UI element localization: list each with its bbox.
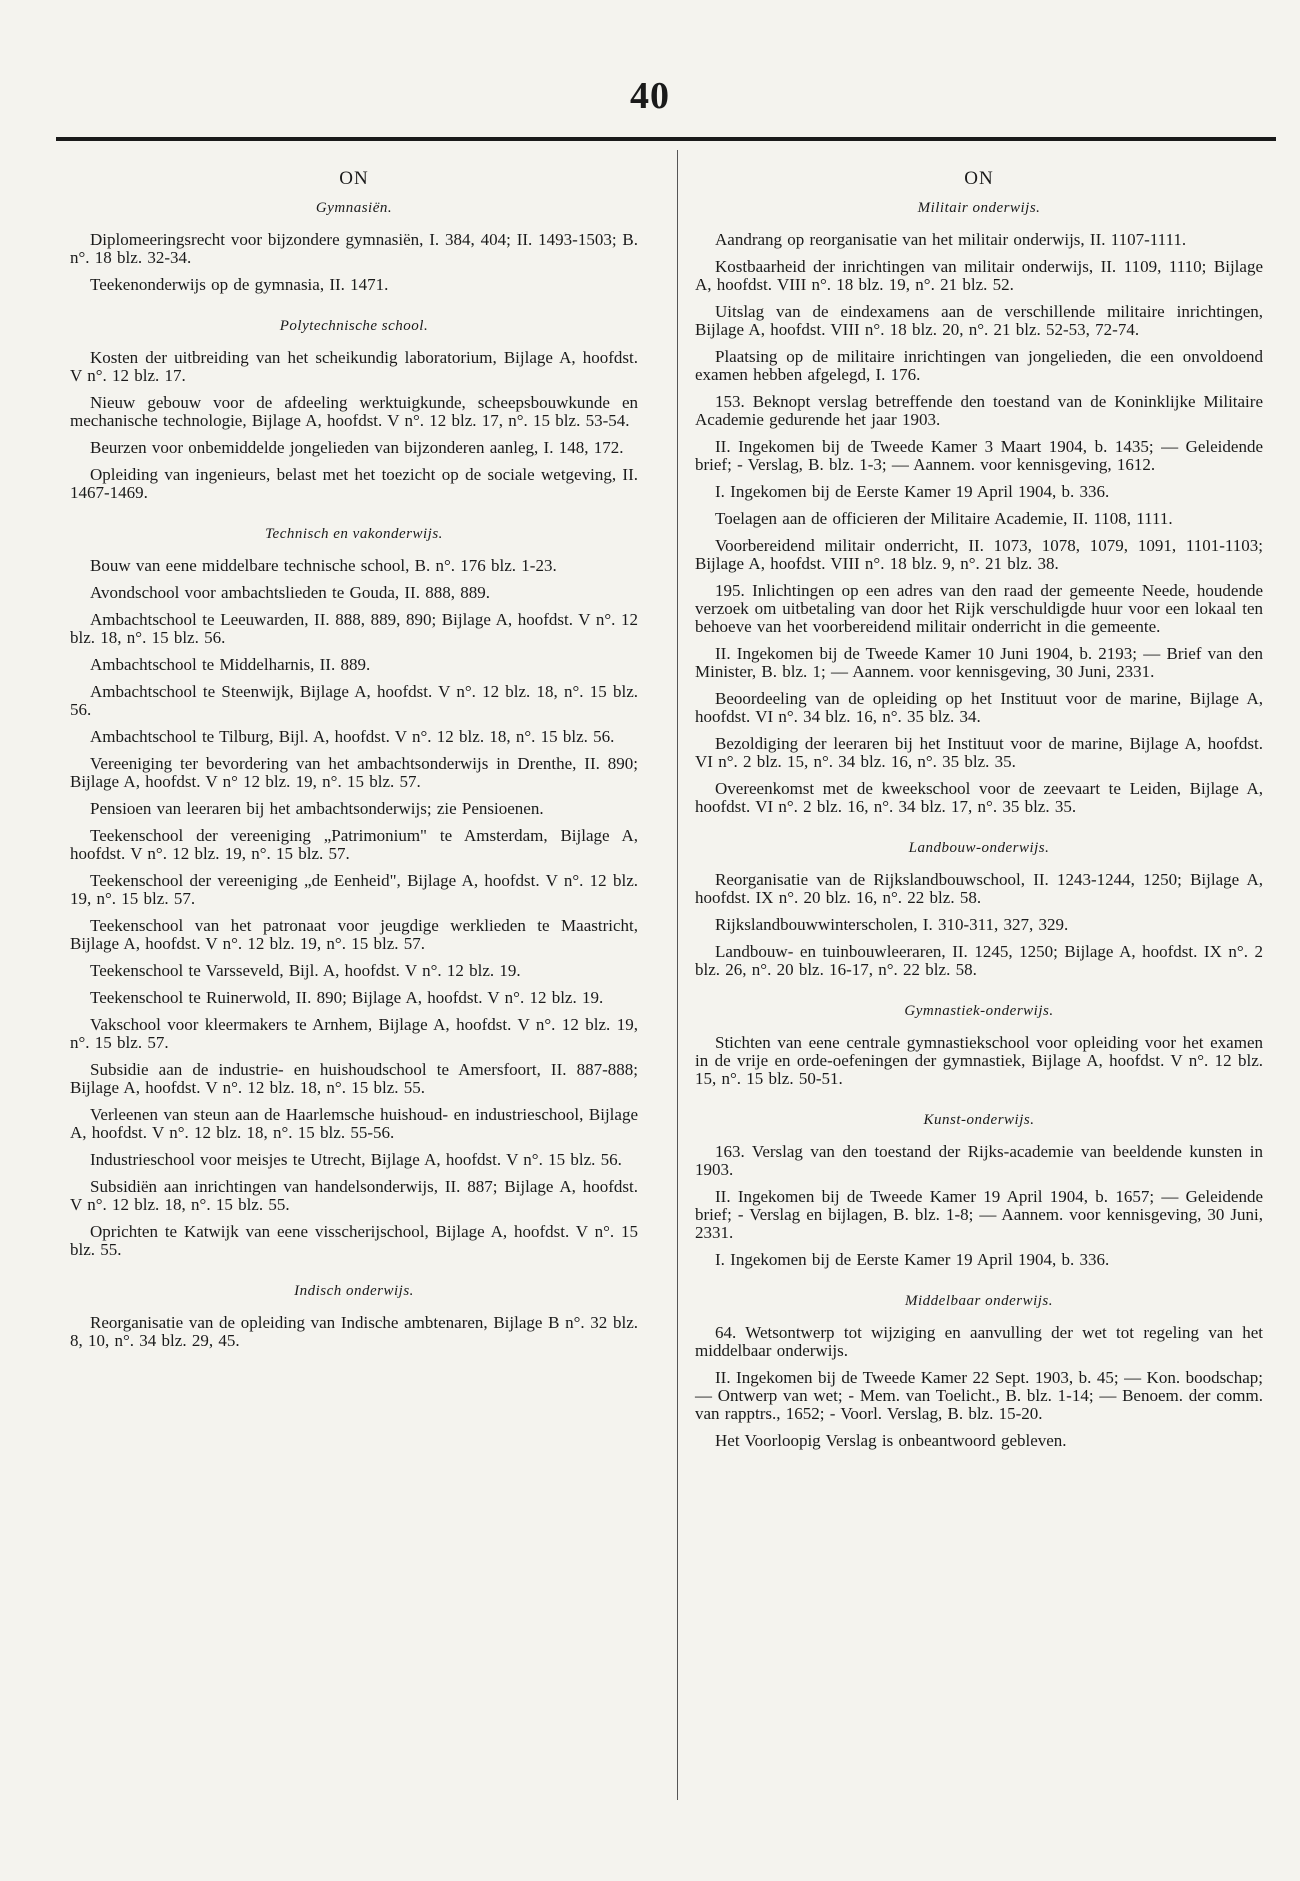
index-entry: II. Ingekomen bij de Tweede Kamer 3 Maart 1904, b. 1435; — Geleidende brief; - Verslag, B. blz. 1-3; — Aannem. voor kennisgeving, 1612. [695,437,1263,474]
column-header: ON [339,168,369,189]
index-entry: II. Ingekomen bij de Tweede Kamer 22 Sept. 1903, b. 45; — Kon. boodschap; — Ontwerp van wet; - Mem. van Toelicht., B. blz. 1-14; — Benoem. der comm. van rapptrs., 1652; - Voorl. Verslag, B. blz. 15-20. [695,1368,1263,1423]
index-entry: Teekenschool van het patronaat voor jeugdige werklieden te Maastricht, Bijlage A, hoofdst. V n°. 12 blz. 19, n°. 15 blz. 57. [70,916,638,953]
right-sections [695,200,1263,1450]
index-entry: I. Ingekomen bij de Eerste Kamer 19 April 1904, b. 336. [715,1250,1110,1269]
section-title: Technisch en vakonderwijs. [265,526,443,542]
index-entry: Teekenschool der vereeniging „Patrimonium" te Amsterdam, Bijlage A, hoofdst. V n°. 12 blz. 19, n°. 15 blz. 57. [70,826,638,863]
index-entry: Vakschool voor kleermakers te Arnhem, Bijlage A, hoofdst. V n°. 12 blz. 19, n°. 15 blz. 57. [70,1015,638,1052]
index-entry: Oprichten te Katwijk van eene visscherijschool, Bijlage A, hoofdst. V n°. 15 blz. 55. [70,1222,638,1259]
index-entry: 163. Verslag van den toestand der Rijks-academie van beeldende kunsten in 1903. [695,1142,1263,1179]
index-entry: Plaatsing op de militaire inrichtingen van jongelieden, die een onvoldoend examen hebben afgelegd, I. 176. [695,347,1263,384]
left-sections [70,200,638,1350]
index-entry: Beurzen voor onbemiddelde jongelieden van bijzonderen aanleg, I. 148, 172. [90,438,624,457]
index-entry: Beoordeeling van de opleiding op het Instituut voor de marine, Bijlage A, hoofdst. VI n°. 34 blz. 16, n°. 35 blz. 34. [695,689,1263,726]
index-entry: Reorganisatie van de Rijkslandbouwschool, II. 1243-1244, 1250; Bijlage A, hoofdst. IX n°. 20 blz. 16, n°. 22 blz. 58. [695,870,1263,907]
index-entry: Teekenschool te Varsseveld, Bijl. A, hoofdst. V n°. 12 blz. 19. [90,961,521,980]
index-entry: Kosten der uitbreiding van het scheikundig laboratorium, Bijlage A, hoofdst. V n°. 12 blz. 17. [70,348,638,385]
index-entry: Voorbereidend militair onderricht, II. 1073, 1078, 1079, 1091, 1101-1103; Bijlage A, hoofdst. VIII n°. 18 blz. 9, n°. 21 blz. 38. [695,536,1263,573]
section-title: Polytechnische school. [279,318,429,334]
index-entry: Overeenkomst met de kweekschool voor de zeevaart te Leiden, Bijlage A, hoofdst. VI n°. 2 blz. 16, n°. 34 blz. 17, n°. 35 blz. 35. [695,779,1263,816]
left-column [70,150,638,1359]
index-entry: 195. Inlichtingen op een adres van den raad der gemeente Neede, houdende verzoek om uitbetaling van door het Rijk verschuldigde huur voor een lokaal ten behoeve van het voorbereidend militair onderricht in die gemeente. [695,581,1263,636]
header-rule [56,137,1276,141]
index-entry: Diplomeeringsrecht voor bijzondere gymnasiën, I. 384, 404; II. 1493-1503; B. n°. 18 blz. 32-34. [70,230,638,267]
section-title: Middelbaar onderwijs. [905,1293,1053,1309]
index-entry: Pensioen van leeraren bij het ambachtsonderwijs; zie Pensioenen. [90,799,544,818]
index-entry: 153. Beknopt verslag betreffende den toestand van de Koninklijke Militaire Academie gedurende het jaar 1903. [695,392,1263,429]
index-entry: Stichten van eene centrale gymnastiekschool voor opleiding voor het examen in de vrije en orde-oefeningen der gymnastiek, Bijlage A, hoofdst. V n°. 12 blz. 15, n°. 15 blz. 50-51. [695,1033,1263,1088]
index-entry: Kostbaarheid der inrichtingen van militair onderwijs, II. 1109, 1110; Bijlage A, hoofdst. VIII n°. 18 blz. 19, n°. 21 blz. 52. [695,257,1263,294]
index-entry: II. Ingekomen bij de Tweede Kamer 19 April 1904, b. 1657; — Geleidende brief; - Verslag en bijlagen, B. blz. 1-8; — Aannem. voor kennisgeving, 30 Juni, 2331. [695,1187,1263,1242]
right-column [695,150,1263,1459]
index-entry: II. Ingekomen bij de Tweede Kamer 10 Juni 1904, b. 2193; — Brief van den Minister, B. blz. 1; — Aannem. voor kennisgeving, 30 Juni, 2331. [695,644,1263,681]
section-title: Gymnasiën. [315,200,393,216]
index-entry: Opleiding van ingenieurs, belast met het toezicht op de sociale wetgeving, II. 1467-1469. [70,465,638,502]
index-entry: Subsidiën aan inrichtingen van handelsonderwijs, II. 887; Bijlage A, hoofdst. V n°. 12 blz. 18, n°. 15 blz. 55. [70,1177,638,1214]
index-entry: Ambachtschool te Middelharnis, II. 889. [90,655,371,674]
index-entry: I. Ingekomen bij de Eerste Kamer 19 April 1904, b. 336. [715,482,1110,501]
index-entry: Nieuw gebouw voor de afdeeling werktuigkunde, scheepsbouwkunde en mechanische technologie, Bijlage A, hoofdst. V n°. 12 blz. 17, n°. 15 blz. 53-54. [70,393,638,430]
column-header: ON [964,168,994,189]
section-title: Indisch onderwijs. [294,1283,414,1299]
index-entry: Reorganisatie van de opleiding van Indische ambtenaren, Bijlage B n°. 32 blz. 8, 10, n°. 34 blz. 29, 45. [70,1313,638,1350]
index-entry: Bouw van eene middelbare technische school, B. n°. 176 blz. 1-23. [90,556,557,575]
index-entry: Het Voorloopig Verslag is onbeantwoord gebleven. [715,1431,1067,1450]
index-entry: Industrieschool voor meisjes te Utrecht, Bijlage A, hoofdst. V n°. 15 blz. 56. [90,1150,622,1169]
index-entry: Uitslag van de eindexamens aan de verschillende militaire inrichtingen, Bijlage A, hoofdst. VIII n°. 18 blz. 20, n°. 21 blz. 52-53, 72-74. [695,302,1263,339]
section-title: Kunst-onderwijs. [923,1112,1035,1128]
column-divider [677,150,678,1800]
index-entry: 64. Wetsontwerp tot wijziging en aanvulling der wet tot regeling van het middelbaar onderwijs. [695,1323,1263,1360]
index-entry: Ambachtschool te Leeuwarden, II. 888, 889, 890; Bijlage A, hoofdst. V n°. 12 blz. 18, n°. 15 blz. 56. [70,610,638,647]
index-entry: Aandrang op reorganisatie van het militair onderwijs, II. 1107-1111. [715,230,1187,249]
section-title: Militair onderwijs. [917,200,1041,216]
index-entry: Teekenschool der vereeniging „de Eenheid", Bijlage A, hoofdst. V n°. 12 blz. 19, n°. 15 blz. 57. [70,871,638,908]
index-entry: Vereeniging ter bevordering van het ambachtsonderwijs in Drenthe, II. 890; Bijlage A, hoofdst. V n° 12 blz. 19, n°. 15 blz. 57. [70,754,638,791]
section-title: Gymnastiek-onderwijs. [904,1003,1054,1019]
index-entry: Ambachtschool te Tilburg, Bijl. A, hoofdst. V n°. 12 blz. 18, n°. 15 blz. 56. [90,727,615,746]
index-entry: Avondschool voor ambachtslieden te Gouda, II. 888, 889. [90,583,490,602]
page-number: 40 [630,75,670,117]
index-entry: Toelagen aan de officieren der Militaire Academie, II. 1108, 1111. [715,509,1173,528]
index-entry: Teekenschool te Ruinerwold, II. 890; Bijlage A, hoofdst. V n°. 12 blz. 19. [90,988,604,1007]
section-title: Landbouw-onderwijs. [908,840,1050,856]
index-entry: Landbouw- en tuinbouwleeraren, II. 1245, 1250; Bijlage A, hoofdst. IX n°. 2 blz. 26, n°. 20 blz. 16-17, n°. 22 blz. 58. [695,942,1263,979]
index-entry: Subsidie aan de industrie- en huishoudschool te Amersfoort, II. 887-888; Bijlage A, hoofdst. V n°. 12 blz. 18, n°. 15 blz. 55. [70,1060,638,1097]
index-entry: Ambachtschool te Steenwijk, Bijlage A, hoofdst. V n°. 12 blz. 18, n°. 15 blz. 56. [70,682,638,719]
index-entry: Teekenonderwijs op de gymnasia, II. 1471. [90,275,389,294]
index-entry: Bezoldiging der leeraren bij het Instituut voor de marine, Bijlage A, hoofdst. VI n°. 2 blz. 15, n°. 34 blz. 16, n°. 35 blz. 35. [695,734,1263,771]
index-entry: Rijkslandbouwwinterscholen, I. 310-311, 327, 329. [715,915,1069,934]
index-entry: Verleenen van steun aan de Haarlemsche huishoud- en industrieschool, Bijlage A, hoofdst. V n°. 12 blz. 18, n°. 15 blz. 55-56. [70,1105,638,1142]
